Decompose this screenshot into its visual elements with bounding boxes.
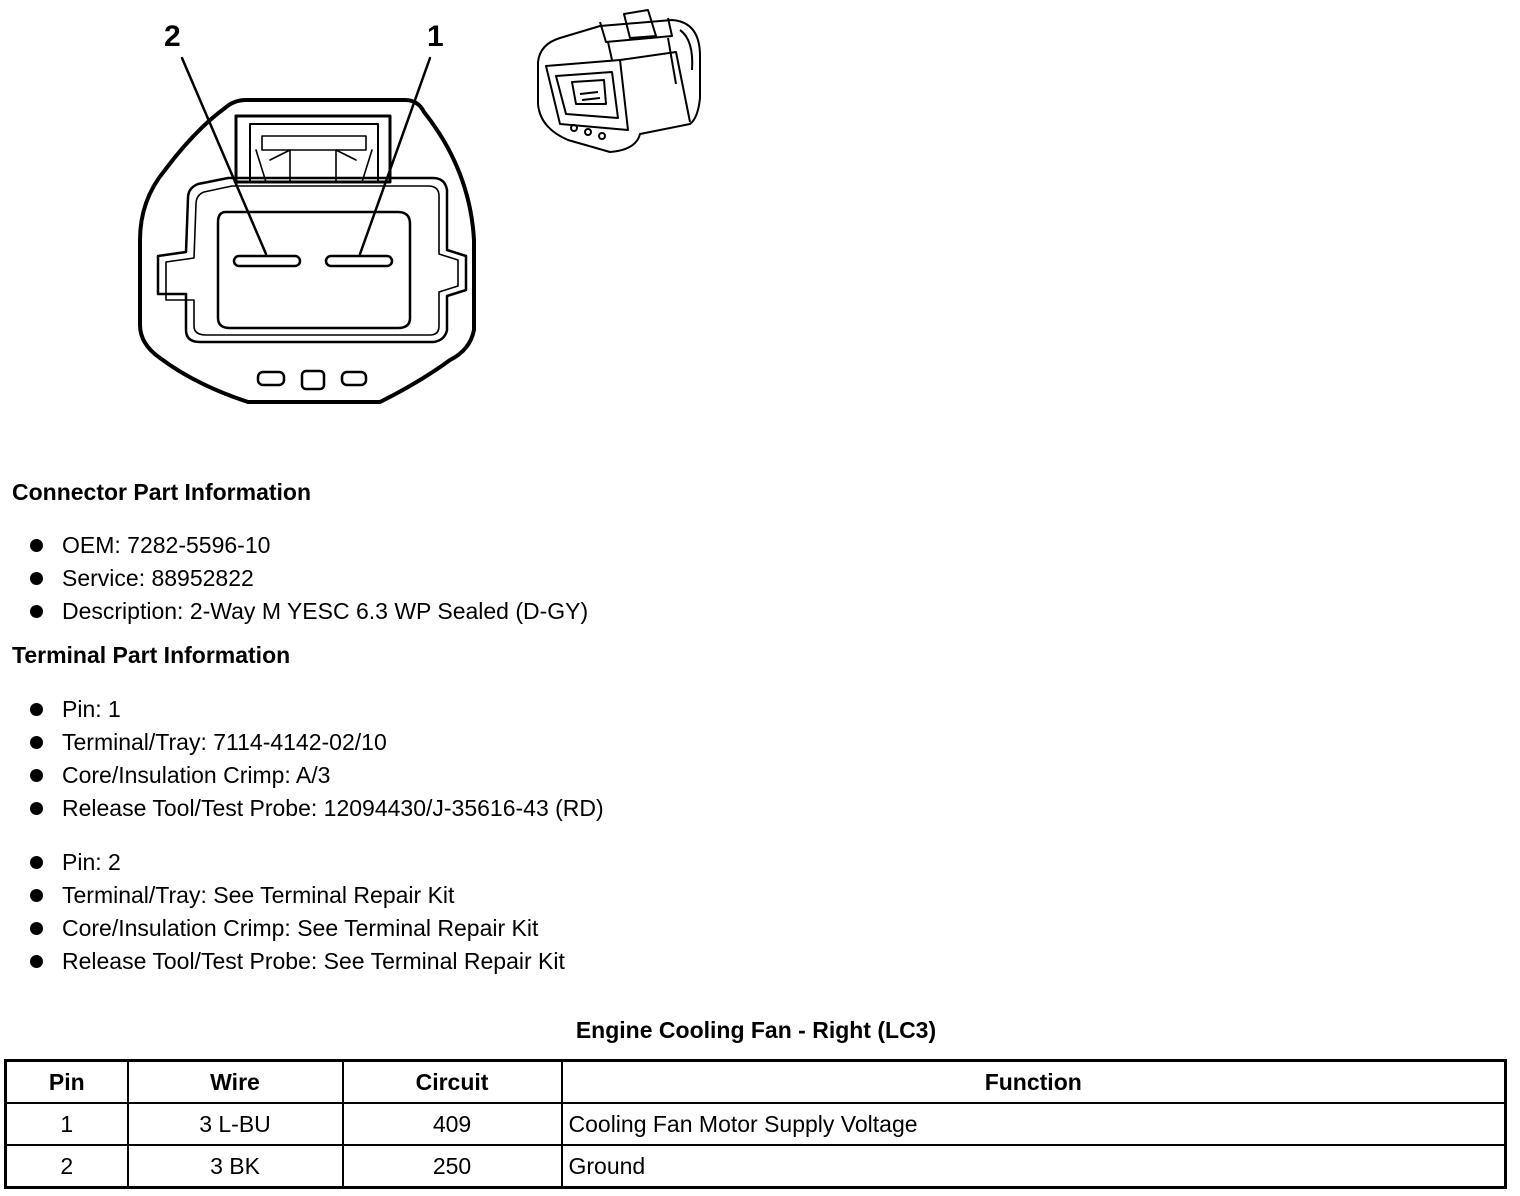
list-item: Service: 88952822 <box>26 562 588 595</box>
column-header-pin: Pin <box>6 1061 128 1104</box>
pin-2-callout: 2 <box>164 20 181 53</box>
table-header-row <box>6 1061 1506 1104</box>
terminal-pin1-list <box>26 693 604 825</box>
list-item: Core/Insulation Crimp: A/3 <box>26 759 604 792</box>
bullet-icon <box>30 703 43 716</box>
column-header-circuit: Circuit <box>343 1061 562 1104</box>
list-item: Pin: 2 <box>26 846 565 879</box>
bullet-icon <box>30 769 43 782</box>
cell-wire: 3 L-BU <box>128 1103 343 1145</box>
bullet-icon <box>30 955 43 968</box>
bullet-icon <box>30 539 43 552</box>
table-title: Engine Cooling Fan - Right (LC3) <box>575 1017 937 1043</box>
terminal-pin2-list <box>26 846 565 978</box>
cell-circuit: 250 <box>343 1145 562 1188</box>
terminal-info-heading: Terminal Part Information <box>12 642 291 668</box>
connector-info-heading: Connector Part Information <box>12 479 312 505</box>
connector-face-view <box>0 0 760 440</box>
connector-iso-view <box>538 10 700 152</box>
connector-info-list <box>26 529 588 628</box>
cell-circuit: 409 <box>343 1103 562 1145</box>
bullet-icon <box>30 736 43 749</box>
list-item: Terminal/Tray: See Terminal Repair Kit <box>26 879 565 912</box>
bullet-icon <box>30 889 43 902</box>
column-header-wire: Wire <box>128 1061 343 1104</box>
table-row <box>6 1145 1506 1188</box>
list-item: Pin: 1 <box>26 693 604 726</box>
pin-1-callout: 1 <box>427 20 444 53</box>
cell-function: Cooling Fan Motor Supply Voltage <box>562 1103 1506 1145</box>
bullet-icon <box>30 572 43 585</box>
list-item: Terminal/Tray: 7114-4142-02/10 <box>26 726 604 759</box>
connector-diagram <box>0 0 760 440</box>
table-row <box>6 1103 1506 1145</box>
list-item: Release Tool/Test Probe: 12094430/J-35616-43 (RD) <box>26 792 604 825</box>
bullet-icon <box>30 605 43 618</box>
cell-pin: 1 <box>6 1103 128 1145</box>
cell-function: Ground <box>562 1145 1506 1188</box>
bullet-icon <box>30 802 43 815</box>
bullet-icon <box>30 856 43 869</box>
list-item: Release Tool/Test Probe: See Terminal Repair Kit <box>26 945 565 978</box>
list-item: OEM: 7282-5596-10 <box>26 529 588 562</box>
cell-wire: 3 BK <box>128 1145 343 1188</box>
pinout-table <box>4 1059 1507 1189</box>
column-header-function: Function <box>562 1061 1506 1104</box>
list-item: Core/Insulation Crimp: See Terminal Repair Kit <box>26 912 565 945</box>
list-item: Description: 2-Way M YESC 6.3 WP Sealed (D-GY) <box>26 595 588 628</box>
cell-pin: 2 <box>6 1145 128 1188</box>
bullet-icon <box>30 922 43 935</box>
